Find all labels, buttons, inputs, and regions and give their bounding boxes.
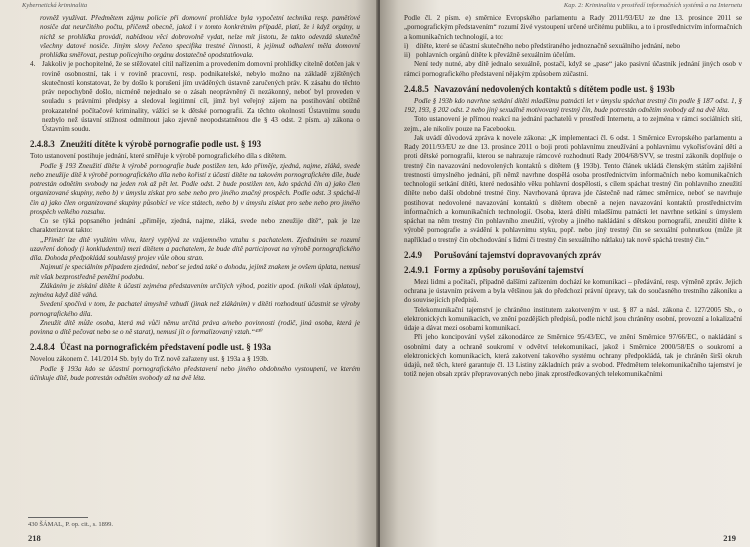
paragraph: rovněž využívat. Předmětem zájmu policie při domovní prohlídce byla vypočetní technika resp. paměťové nosiče dat neurčitého počtu, přičemž obecně, jakož i v tomto konkrétním případě, platí, že i když orgány, u nichž se prohlídka provádí, nabídnou věci dobrovolně vydat, nelze mít jistotu, že takto odevzdá skutečně všechny datové nosiče. Jiným slovy řečeno specifika trestné činnosti, k jejímuž odhalení měla domovní prohlídka směřovat, pestup policejního orgánu dostatečně opodstatňovala. <box>40 14 360 59</box>
running-head: Kap. 2: Kriminalita v prostředí informačních systémů a na Internetu <box>563 2 742 9</box>
page-number: 218 <box>28 533 41 543</box>
paragraph: Mezi lidmi a počítači, případně dalšími zařízením dochází ke komunikaci – předávání, resp. výměně zpráv. Jejich ochrana je ústavním právem a byla většinou jak do předchozí právní úpravy, tak do současného trestního zákoníku a do souvisejících předpisů. <box>404 277 742 305</box>
section-heading <box>30 139 360 149</box>
paragraph: Podle § 193a kdo se účastní pornografického představení nebo jiného obdobného vystoupení, ve kterém účinkuje dítě, bude potrestán odnětím svobody až na dvě léta. <box>30 364 360 382</box>
numbered-item <box>404 42 742 51</box>
paragraph: Toto ustanovení postihuje jednání, které směřuje k výrobě pornografického díla s dítětem. <box>30 152 287 161</box>
section-heading <box>404 265 742 275</box>
paragraph: Telekomunikační tajemství je chráněno institutem zakotveným v ust. § 87 a násl. zákona č. 127/2005 Sb., o elektronických komunikacích, ve znění pozdějších předpisů, podle nichž jsou chráněny osobní, provozní a lokalizační údaje a dávat mezi osobami komunikací. <box>404 305 742 332</box>
paragraph: Při jeho koncipování vyšel zákonodárce ze Směrnice 95/43/EC, ve znění Směrnice 97/66/EC, o nakládání s osobními daty a ochraně soukromí v odvětví telekomunikací, jakož i Směrnice 2000/58/ES o soukromí a elektronických komunikacích, která zakotvení takového systému ochrany předpokládá, tak je chráněn širší okruh údajů, než těch, které garantuje čl. 13 Listiny základních práv a svobod. Předmětem telekomunikačního tajemství je totiž nejen obsah zpráv přepravovaných nebo jinak zprostředkovaných telekomunikačními <box>404 333 742 379</box>
text-column <box>404 14 742 380</box>
item-text: pohlavních orgánů dítěte k převážně sexuálním účelům. <box>416 51 576 59</box>
numbered-item <box>404 51 742 60</box>
paragraph: Jak uvádí důvodová zpráva k novele zákona: „K implementaci čl. 6 odst. 1 Směrnice Evropského parlamentu a Rady 2011/93/EU ze dne 13. prosince 2011 o boji proti pohlavnímu zneužívání a pohlavnímu vykořisťování dětí a proti dětské pornografii, kterou se nahrazuje rámcové rozhodnutí Rady 2004/68/SVV, se trestní zákoník doplňuje o trestný čin navazování nedovolených kontaktů s dítětem (§ 193b). Tento článek ukládá členským státům zajištění trestnosti úmyslného jednání, při němž navrhne dospělá osoba prostřednictvím informačních nebo komunikačních technologií setkání dítěti, které nedosáhlo věku pohlavní dospělosti, s cílem spáchat trestný čin pohlavního zneužití dítěte nebo další obdobné trestné činy. Navrhovaná úprava jde částečně nad rámec směrnice, neboť se navrhuje postihovat nedovolené navazování kontaktů s dítětem obecně a nejen navazování kontaktů prostřednictvím informačních a komunikačních technologií. Osoba, která dítěti mladšímu patnácti let navrhne setkání s úmyslem spáchat na něm trestný čin pohlavního zneužití, výroby a jiného nakládání s dětskou pornografií, zneužití dítěte k výrobě pornografie a svádění k pohlavnímu styku, popř. nebo jiný trestný čin se sexuální pohnutkou (může jít například o trestný čin obchodování s lidmi či trestný čin sexuálního nátlaku) tak nově spáchá trestný čin.“ <box>404 133 742 244</box>
numbered-item <box>30 60 360 134</box>
section-title: Účast na pornografickém představení podle ust. § 193a <box>60 342 271 353</box>
paragraph: Podle čl. 2 písm. e) směrnice Evropského parlamentu a Rady 2011/93/EU ze dne 13. prosince 2011 se „pornografickým představením“ rozumí živé vystoupení určené určitému publiku, a to i prostřednictvím informačních a komunikačních technologií, a to: <box>404 14 742 41</box>
section-title: Formy a způsoby porušování tajemství <box>434 264 584 275</box>
paragraph: Podle § 193 Zneužití dítěte k výrobě pornografie bude postižen ten, kdo přiměje, zjedná, najme, zláká, svede nebo zneužije dítě k výrobě pornografického díla nebo kořistí z účasti dítěte na takovém pornografickém díle, bude potrestán odnětím svobody na jeden rok až pět let. Podle odst. 2 bude postižen ten, kdo spáchá čin a) jako člen organizované skupiny, nebo b) v úmyslu získat pro sebe nebo pro jiného značný prospěch. Podle odst. 3 spáchá-li čin a) jako člen organizované skupiny působící ve více státech, nebo b) v úmyslu získat pro sebe nebo pro jiného prospěch velkého rozsahu. <box>30 161 360 216</box>
paragraph: Toto ustanovení je přímou reakcí na jednání pachatelů v prostředí Internetu, a to zejména v rámci sociálních sítí, zejm., ale nikoliv pouze na Facebooku. <box>404 115 742 133</box>
paragraph: Svedení spočívá v tom, že pachatel úmyslně vzbudí (jinak než zlákáním) v dítěti rozhodnutí účastnit se výroby pornografického díla. <box>30 300 360 318</box>
page-number: 219 <box>723 533 736 543</box>
footnote: 430 ŠÁMAL, P. op. cit., s. 1899. <box>28 521 114 528</box>
paragraph: Podle § 193b kdo navrhne setkání dítěti mladšímu patnácti let v úmyslu spáchat trestný čin podle § 187 odst. 1, § 192, 193, § 202 odst. 2 nebo jiný sexuálně motivovaný trestný čin, bude potrestán odnětím svobody až na dvě léta. <box>404 96 742 114</box>
paragraph: Není tedy nutné, aby dítě jednalo sexuálně, postačí, když se „pase“ jako pasivní účastník jednání jiných osob v rámci pornografického představení nějakým způsobem zúčastní. <box>404 60 742 78</box>
item-text: dítěte, které se účastní skutečného nebo předstíraného jednoznačně sexuálního jednání, nebo <box>416 41 681 50</box>
item-number: ii) <box>404 51 411 59</box>
paragraph: Najmutí je speciálním případem zjednání, neboť se jedná také o dohodu, jejímž znakem je ovšem úplata, nemusí mít však bezprostředně peněžní podobu. <box>30 263 360 281</box>
section-heading <box>30 342 360 352</box>
item-text: Jakkoliv je pochopitelné, že se stěžovatel cítil nařízením a provedením domovní prohlídky citelně dotčen jak v rovině osobnostní, tak i v rovině pracovní, resp. podnikatelské, nebylo možno na základě zjištěných skutečností konstatovat, že by došlo k porušení jím uváděných ústavně zaručených práv. K zásahu do těchto práv nepochybně došlo, nicméně nejednalo se o zásah neoprávněný či nezákonný, neboť byl proveden v souladu s právními předpisy a sledoval legitimní cíl, jímž byl veřejný zájem na postihování obtížně prokazatelné počítačové kriminality, vážící se k dětské pornografii. Za těchto okolností Ústavnímu soudu nezbylo než ústavní stížnost odmítnout jako zjevně neopodstatněnou dle § 43 odst. 2 písm. a) zákona o Ústavním soudu. <box>42 60 360 133</box>
section-title: Zneužití dítěte k výrobě pornografie podle ust. § 193 <box>60 139 262 150</box>
paragraph: Co se týká popsaného jednání „přiměje, zjedná, najme, zláká, svede nebo zneužije dítě“, pak je lze charakterizovat takto: <box>30 217 360 235</box>
running-head: Kybernetická kriminalita <box>22 2 88 9</box>
paragraph: „Přiměť lze dítě využitím vlivu, který vyplývá ze vzájemného vztahu s pachatelem. Zjednáním se rozumí uzavření dohody (i konkludentní) mezi dítětem a pachatelem, že bude dítě participovat na výrobě pornografického díla. Dohoda předpokládá souhlasný projev vůle obou stran. <box>30 235 360 262</box>
section-number: 2.4.8.5 <box>404 83 429 94</box>
section-number: 2.4.8.4 <box>30 342 55 353</box>
right-page <box>380 0 750 547</box>
section-heading <box>404 84 742 94</box>
section-title: Porušování tajemství dopravovaných zpráv <box>434 249 602 260</box>
section-number: 2.4.9 <box>404 249 422 260</box>
section-heading <box>404 250 742 260</box>
item-number: 4. <box>30 60 36 69</box>
section-number: 2.4.9.1 <box>404 264 429 275</box>
section-number: 2.4.8.3 <box>30 139 55 150</box>
text-column <box>30 14 360 383</box>
item-number: i) <box>404 41 409 50</box>
paragraph: Zlákáním je získání dítěte k účasti zejména představením určitých výhod, pozitiv apod. (nikoli však úplatou), zejména když dítě váhá. <box>30 281 360 299</box>
section-title: Navazování nedovolených kontaktů s dítětem podle ust. § 193b <box>434 83 675 94</box>
paragraph: Zneužít dítě může osoba, která má vůči němu určitá práva a/nebo povinnosti (rodič, jiná osoba, která je povinna o dítě pečovat nebo se o ně starat), nemusí jít o formalizovaný vztah.“⁴³⁰ <box>30 318 360 336</box>
paragraph: Novelou zákonem č. 141/2014 Sb. byly do TrZ nově zařazeny ust. § 193a a § 193b. <box>30 355 269 364</box>
footnote-rule <box>28 517 88 518</box>
